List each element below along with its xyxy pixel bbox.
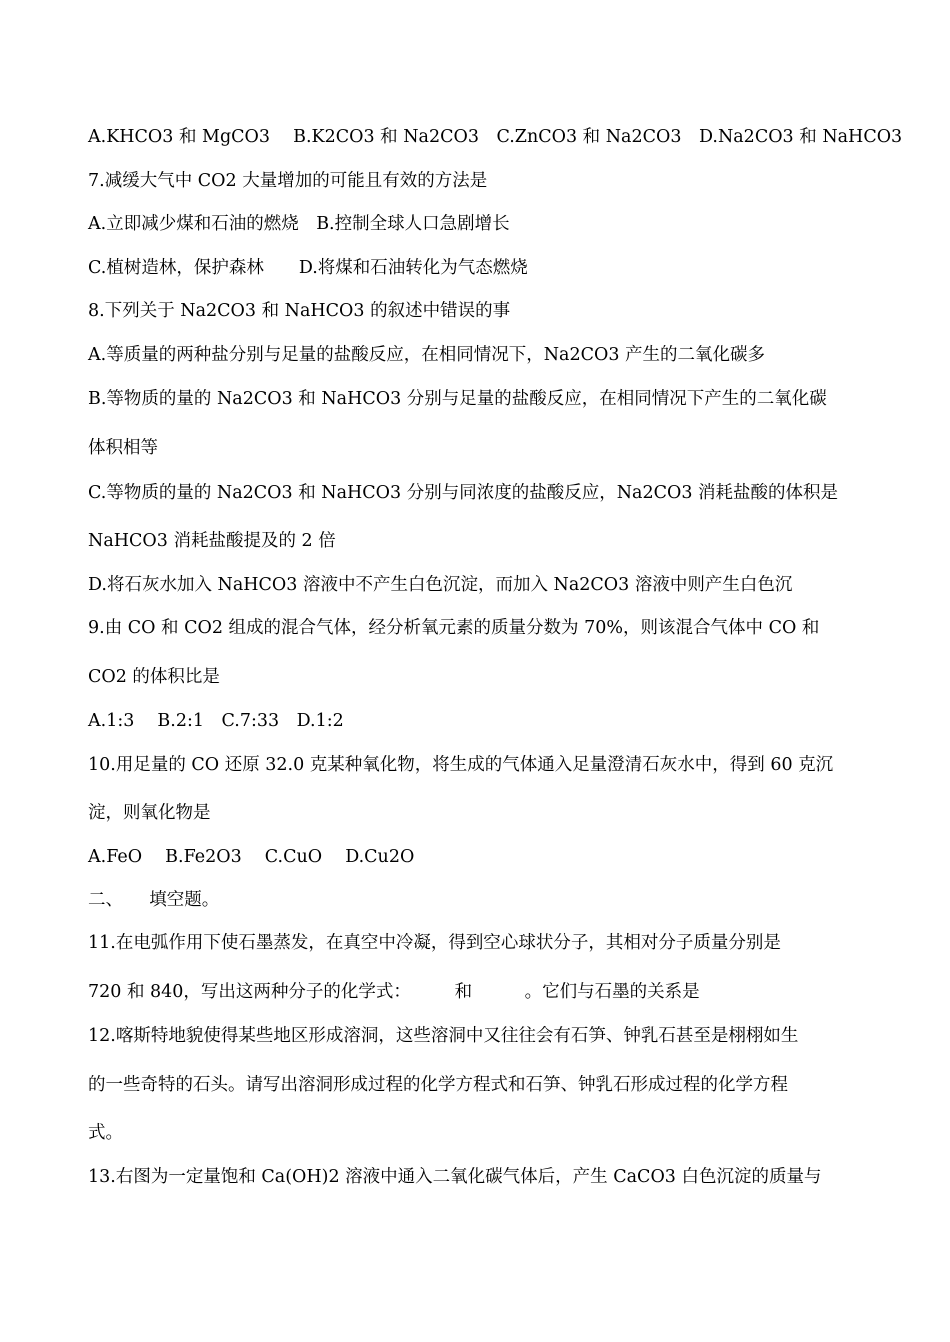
q8-option-c: C.等物质的量的 Na2CO3 和 NaHCO3 分别与同浓度的盐酸反应，Na2CO3 消耗盐酸的体积是 (88, 483, 839, 503)
q8-option-b-cont: 体积相等 (88, 438, 158, 458)
q10-stem: 10.用足量的 CO 还原 32.0 克某种氧化物，将生成的气体通入足量澄清石灰水中，得到 60 克沉 (88, 755, 834, 775)
q8-option-a: A.等质量的两种盐分别与足量的盐酸反应，在相同情况下，Na2CO3 产生的二氧化碳多 (88, 345, 766, 365)
q9-options: A.1:3 B.2:1 C.7:33 D.1:2 (88, 711, 344, 731)
q7-stem: 7.减缓大气中 CO2 大量增加的可能且有效的方法是 (88, 171, 488, 191)
q11-stem-cont: 720 和 840，写出这两种分子的化学式： 和 。它们与石墨的关系是 (88, 982, 700, 1002)
section-heading: 二、 填空题。 (88, 890, 220, 910)
q8-stem: 8.下列关于 Na2CO3 和 NaHCO3 的叙述中错误的事 (88, 301, 511, 321)
q9-stem: 9.由 CO 和 CO2 组成的混合气体，经分析氧元素的质量分数为 70%，则该混合气体中 CO 和 (88, 618, 820, 638)
q7-options-ab: A.立即减少煤和石油的燃烧 B.控制全球人口急剧增长 (88, 214, 510, 234)
q8-option-d: D.将石灰水加入 NaHCO3 溶液中不产生白色沉淀，而加入 Na2CO3 溶液中则产生白色沉 (88, 575, 793, 595)
q9-stem-cont: CO2 的体积比是 (88, 667, 220, 687)
q10-stem-cont: 淀，则氧化物是 (88, 803, 211, 823)
q6-options: A.KHCO3 和 MgCO3 B.K2CO3 和 Na2CO3 C.ZnCO3 和 Na2CO3 D.Na2CO3 和 NaHCO3 (88, 127, 903, 147)
q8-option-c-cont: NaHCO3 消耗盐酸提及的 2 倍 (88, 531, 336, 551)
q12-stem-end: 式。 (88, 1123, 123, 1143)
q11-stem: 11.在电弧作用下使石墨蒸发，在真空中冷凝，得到空心球状分子，其相对分子质量分别是 (88, 933, 781, 953)
q12-stem-cont: 的一些奇特的石头。请写出溶洞形成过程的化学方程式和石笋、钟乳石形成过程的化学方程 (88, 1075, 788, 1095)
q12-stem: 12.喀斯特地貌使得某些地区形成溶洞，这些溶洞中又往往会有石笋、钟乳石甚至是栩栩如生 (88, 1026, 799, 1046)
q8-option-b: B.等物质的量的 Na2CO3 和 NaHCO3 分别与足量的盐酸反应，在相同情况下产生的二氧化碳 (88, 389, 827, 409)
q13-stem: 13.右图为一定量饱和 Ca(OH)2 溶液中通入二氧化碳气体后，产生 CaCO3 白色沉淀的质量与 (88, 1167, 822, 1187)
q10-options: A.FeO B.Fe2O3 C.CuO D.Cu2O (88, 847, 415, 867)
q7-options-cd: C.植树造林，保护森林 D.将煤和石油转化为气态燃烧 (88, 258, 528, 278)
